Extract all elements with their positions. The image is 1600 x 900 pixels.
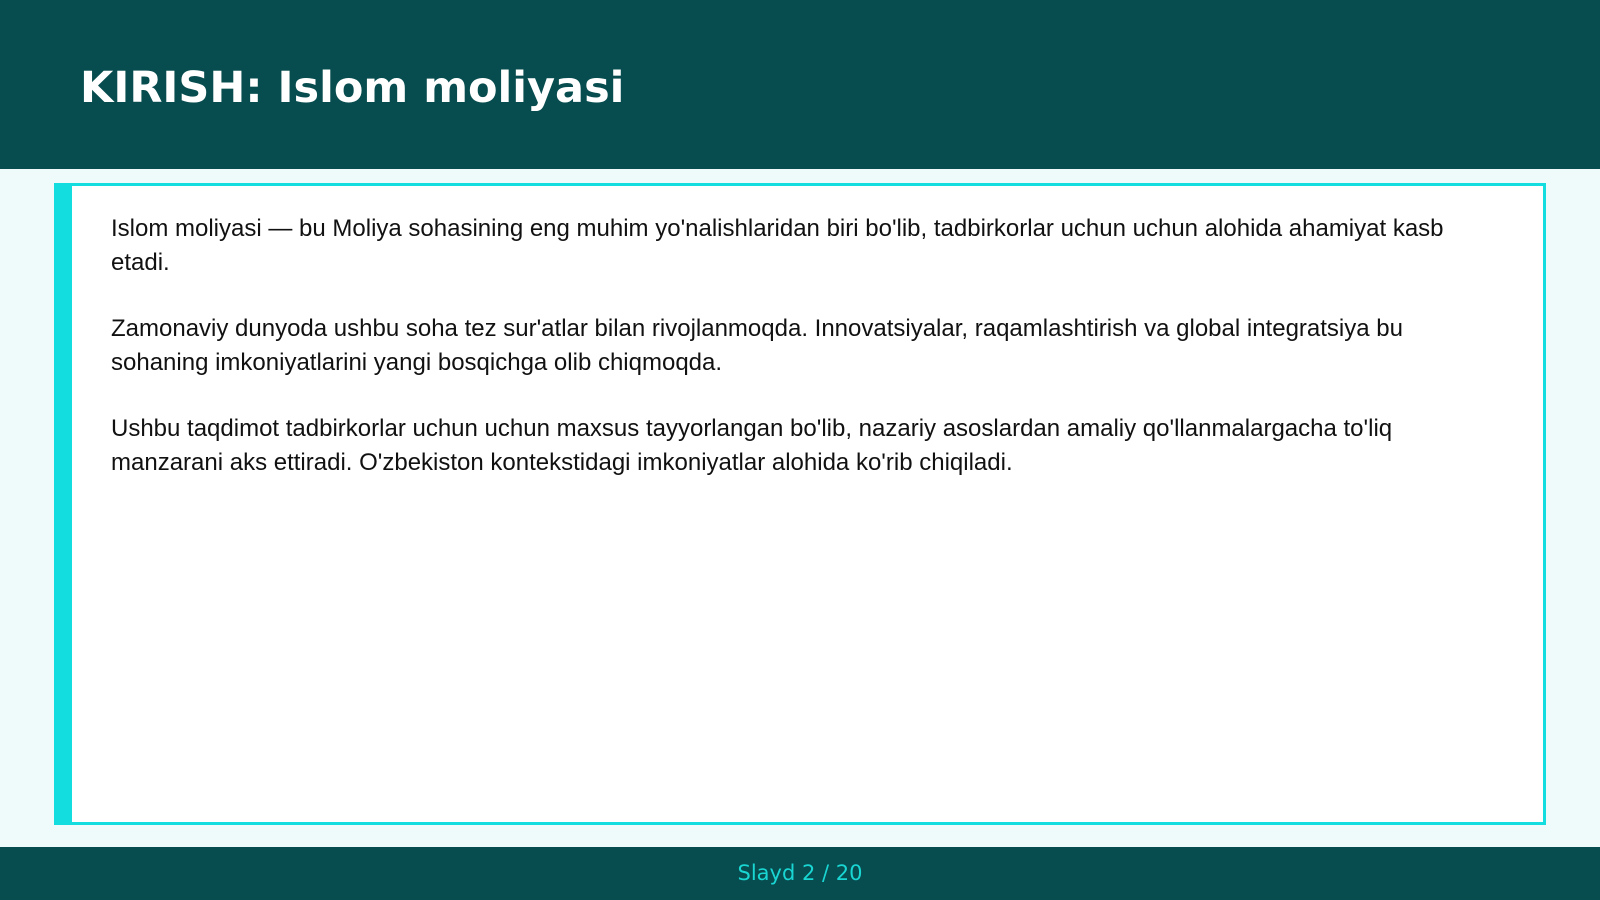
slide-number: Slayd 2 / 20 <box>737 861 863 885</box>
innovation-paragraph: Zamonaviy dunyoda ushbu soha tez sur'atlar bilan rivojlanmoqda. Innovatsiyalar, raqamlashtirish va global integratsiya bu sohaning imkoniyatlarini yangi bosqichga olib chiqmoqda. <box>111 315 1403 376</box>
content-body <box>111 212 1476 512</box>
presentation-paragraph: Ushbu taqdimot tadbirkorlar uchun uchun maxsus tayyorlangan bo'lib, nazariy asoslardan amaliy qo'llanmalargacha to'liq manzarani aks ettiradi. O'zbekiston kontekstidagi imkoniyatlar alohida ko'rib chiqiladi. <box>111 415 1393 476</box>
intro-paragraph: Islom moliyasi — bu Moliya sohasining eng muhim yo'nalishlaridan biri bo'lib, tadbirkorlar uchun uchun alohida ahamiyat kasb etadi. <box>111 215 1444 276</box>
slide-footer <box>0 847 1600 900</box>
slide-header <box>0 0 1600 169</box>
content-card <box>54 183 1546 825</box>
slide-title: KIRISH: Islom moliyasi <box>80 63 625 113</box>
